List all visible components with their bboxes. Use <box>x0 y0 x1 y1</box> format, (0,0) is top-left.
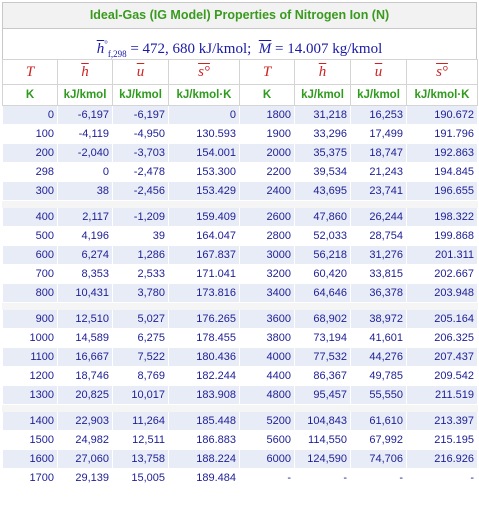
table-cell: 4400 <box>240 367 295 386</box>
table-cell: 3,780 <box>113 284 169 303</box>
table-row <box>3 246 478 265</box>
separator-cell <box>295 303 351 310</box>
table-cell: 178.455 <box>169 329 240 348</box>
table-cell: 130.593 <box>169 125 240 144</box>
table-cell: 211.519 <box>407 386 478 405</box>
header-unit-t2: K <box>240 85 295 106</box>
table-cell: 100 <box>3 125 58 144</box>
separator-cell <box>169 405 240 412</box>
symbol-header-row <box>3 60 478 85</box>
header-unit-t: K <box>3 85 58 106</box>
table-cell: 3000 <box>240 246 295 265</box>
table-cell: 124,590 <box>295 450 351 469</box>
table-cell: 700 <box>3 265 58 284</box>
table-cell: 183.908 <box>169 386 240 405</box>
table-cell: 15,005 <box>113 469 169 488</box>
table-cell: 189.484 <box>169 469 240 488</box>
table-cell: 12,511 <box>113 431 169 450</box>
table-cell: 2,533 <box>113 265 169 284</box>
table-cell: 26,244 <box>351 208 407 227</box>
table-cell: -3,703 <box>113 144 169 163</box>
table-cell: 200 <box>3 144 58 163</box>
table-cell: 198.322 <box>407 208 478 227</box>
table-cell: 213.397 <box>407 412 478 431</box>
table-cell: -6,197 <box>113 106 169 125</box>
table-cell: 86,367 <box>295 367 351 386</box>
table-cell: 17,499 <box>351 125 407 144</box>
table-cell: 216.926 <box>407 450 478 469</box>
table-cell: 500 <box>3 227 58 246</box>
table-cell: 39,534 <box>295 163 351 182</box>
table-cell: 185.448 <box>169 412 240 431</box>
separator-cell <box>407 405 478 412</box>
table-cell: 215.195 <box>407 431 478 450</box>
table-cell: 1500 <box>3 431 58 450</box>
table-cell: 180.436 <box>169 348 240 367</box>
table-cell: 173.816 <box>169 284 240 303</box>
table-cell: 2000 <box>240 144 295 163</box>
table-cell: 21,243 <box>351 163 407 182</box>
units-header-row <box>3 85 478 106</box>
table-cell: 0 <box>3 106 58 125</box>
table-cell: 1600 <box>3 450 58 469</box>
table-cell: 1900 <box>240 125 295 144</box>
table-cell: 10,017 <box>113 386 169 405</box>
table-cell: 400 <box>3 208 58 227</box>
table-cell: 192.863 <box>407 144 478 163</box>
table-cell: - <box>240 469 295 488</box>
table-cell: 52,033 <box>295 227 351 246</box>
table-cell: 36,378 <box>351 284 407 303</box>
header-symbol-s: s° <box>169 60 240 85</box>
table-cell: 167.837 <box>169 246 240 265</box>
table-cell: 56,218 <box>295 246 351 265</box>
table-cell: 1300 <box>3 386 58 405</box>
table-cell: 3800 <box>240 329 295 348</box>
table-row <box>3 450 478 469</box>
table-row <box>3 265 478 284</box>
table-cell: 900 <box>3 310 58 329</box>
separator-cell <box>3 201 58 208</box>
table-cell: 23,741 <box>351 182 407 201</box>
table-cell: 2,117 <box>58 208 113 227</box>
table-cell: 154.001 <box>169 144 240 163</box>
separator-cell <box>169 303 240 310</box>
separator-cell <box>113 303 169 310</box>
table-cell: 20,825 <box>58 386 113 405</box>
table-cell: 4800 <box>240 386 295 405</box>
table-cell: 8,769 <box>113 367 169 386</box>
header-unit-u: kJ/kmol <box>113 85 169 106</box>
table-cell: -1,209 <box>113 208 169 227</box>
table-cell: 4,196 <box>58 227 113 246</box>
table-cell: 22,903 <box>58 412 113 431</box>
table-cell: -2,478 <box>113 163 169 182</box>
separator-cell <box>113 405 169 412</box>
separator-cell <box>58 201 113 208</box>
table-cell: 33,815 <box>351 265 407 284</box>
header-symbol-u2: $\overline{u}$ <box>351 60 407 85</box>
separator-cell <box>240 405 295 412</box>
header-unit-s2: kJ/kmol·K <box>407 85 478 106</box>
table-cell: 5,027 <box>113 310 169 329</box>
table-cell: 114,550 <box>295 431 351 450</box>
table-cell: 207.437 <box>407 348 478 367</box>
table-cell: 14,589 <box>58 329 113 348</box>
table-cell: 186.883 <box>169 431 240 450</box>
separator-cell <box>240 303 295 310</box>
table-title: Ideal-Gas (IG Model) Properties of Nitrogen Ion (N) <box>2 2 477 28</box>
table-row <box>3 163 478 182</box>
table-cell: -2,456 <box>113 182 169 201</box>
table-cell: 41,601 <box>351 329 407 348</box>
table-cell: 159.409 <box>169 208 240 227</box>
table-cell: 2400 <box>240 182 295 201</box>
table-cell: 27,060 <box>58 450 113 469</box>
separator-cell <box>240 201 295 208</box>
separator-cell <box>407 201 478 208</box>
table-cell: 201.311 <box>407 246 478 265</box>
table-cell: 203.948 <box>407 284 478 303</box>
table-cell: 202.667 <box>407 265 478 284</box>
separator-cell <box>113 201 169 208</box>
table-row <box>3 106 478 125</box>
header-unit-u2: kJ/kmol <box>351 85 407 106</box>
table-cell: 33,296 <box>295 125 351 144</box>
properties-table-container <box>2 2 477 488</box>
table-cell: 1700 <box>3 469 58 488</box>
separator-cell <box>58 303 113 310</box>
hf-symbol: $\overline{h}$ <box>96 41 105 57</box>
table-cell: 28,754 <box>351 227 407 246</box>
table-cell: - <box>351 469 407 488</box>
table-cell: 191.796 <box>407 125 478 144</box>
table-cell: 153.429 <box>169 182 240 201</box>
table-cell: 31,276 <box>351 246 407 265</box>
table-row <box>3 144 478 163</box>
table-cell: 104,843 <box>295 412 351 431</box>
separator-cell <box>407 303 478 310</box>
table-cell: 18,746 <box>58 367 113 386</box>
header-symbol-u: $\overline{u}$ <box>113 60 169 85</box>
table-cell: 0 <box>169 106 240 125</box>
table-cell: 67,992 <box>351 431 407 450</box>
table-row <box>3 412 478 431</box>
table-cell: 205.164 <box>407 310 478 329</box>
hf-value: = 472, 680 kJ/kmol; <box>130 41 252 57</box>
table-cell: 196.655 <box>407 182 478 201</box>
table-cell: 35,375 <box>295 144 351 163</box>
header-unit-h: kJ/kmol <box>58 85 113 106</box>
separator-cell <box>3 405 58 412</box>
table-cell: 16,667 <box>58 348 113 367</box>
table-cell: 1800 <box>240 106 295 125</box>
table-row <box>3 329 478 348</box>
table-cell: 1100 <box>3 348 58 367</box>
table-cell: 8,353 <box>58 265 113 284</box>
table-cell: 0 <box>58 163 113 182</box>
table-cell: 13,758 <box>113 450 169 469</box>
table-cell: 298 <box>3 163 58 182</box>
table-cell: 64,646 <box>295 284 351 303</box>
table-cell: 11,264 <box>113 412 169 431</box>
header-symbol-h: $\overline{h}$ <box>58 60 113 85</box>
header-symbol-s2: s° <box>407 60 478 85</box>
table-cell: 190.672 <box>407 106 478 125</box>
molar-mass-symbol: $\overline{M}$ <box>258 41 272 57</box>
separator-cell <box>3 303 58 310</box>
separator-cell <box>351 201 407 208</box>
table-cell: - <box>407 469 478 488</box>
table-row <box>3 367 478 386</box>
table-cell: 44,276 <box>351 348 407 367</box>
table-cell: 43,695 <box>295 182 351 201</box>
table-row <box>3 469 478 488</box>
table-row <box>3 284 478 303</box>
table-cell: 153.300 <box>169 163 240 182</box>
table-cell: 95,457 <box>295 386 351 405</box>
table-cell: -2,040 <box>58 144 113 163</box>
table-cell: -6,197 <box>58 106 113 125</box>
table-cell: 6,275 <box>113 329 169 348</box>
header-symbol-t: T <box>3 60 58 85</box>
group-separator <box>3 303 478 310</box>
table-cell: 39 <box>113 227 169 246</box>
hf-sub: f,298 <box>107 49 127 59</box>
table-cell: 5200 <box>240 412 295 431</box>
separator-cell <box>295 201 351 208</box>
table-cell: 164.047 <box>169 227 240 246</box>
table-cell: 18,747 <box>351 144 407 163</box>
separator-cell <box>351 303 407 310</box>
table-cell: 6,274 <box>58 246 113 265</box>
table-cell: 171.041 <box>169 265 240 284</box>
table-cell: 68,902 <box>295 310 351 329</box>
table-cell: 4000 <box>240 348 295 367</box>
table-row <box>3 310 478 329</box>
table-cell: 2800 <box>240 227 295 246</box>
table-cell: 49,785 <box>351 367 407 386</box>
table-cell: - <box>295 469 351 488</box>
table-cell: 1000 <box>3 329 58 348</box>
table-cell: 6000 <box>240 450 295 469</box>
table-cell: 800 <box>3 284 58 303</box>
hf-sup: ° <box>104 39 108 49</box>
table-row <box>3 182 478 201</box>
table-cell: 24,982 <box>58 431 113 450</box>
table-cell: 5600 <box>240 431 295 450</box>
group-separator <box>3 201 478 208</box>
table-cell: -4,950 <box>113 125 169 144</box>
table-cell: 73,194 <box>295 329 351 348</box>
header-unit-h2: kJ/kmol <box>295 85 351 106</box>
molar-mass-value: = 14.007 kg/kmol <box>275 41 383 57</box>
table-cell: 300 <box>3 182 58 201</box>
table-cell: 55,550 <box>351 386 407 405</box>
header-symbol-h2: $\overline{h}$ <box>295 60 351 85</box>
separator-cell <box>169 201 240 208</box>
table-cell: 1200 <box>3 367 58 386</box>
table-cell: 1,286 <box>113 246 169 265</box>
table-cell: 7,522 <box>113 348 169 367</box>
table-cell: 188.224 <box>169 450 240 469</box>
table-cell: 61,610 <box>351 412 407 431</box>
table-row <box>3 227 478 246</box>
table-cell: 182.244 <box>169 367 240 386</box>
table-cell: 600 <box>3 246 58 265</box>
separator-cell <box>295 405 351 412</box>
table-cell: 194.845 <box>407 163 478 182</box>
table-row <box>3 431 478 450</box>
separator-cell <box>351 405 407 412</box>
group-separator <box>3 405 478 412</box>
table-row <box>3 125 478 144</box>
table-cell: 3600 <box>240 310 295 329</box>
table-cell: 74,706 <box>351 450 407 469</box>
table-cell: 2200 <box>240 163 295 182</box>
table-cell: -4,119 <box>58 125 113 144</box>
table-cell: 2600 <box>240 208 295 227</box>
header-unit-s: kJ/kmol·K <box>169 85 240 106</box>
table-cell: 206.325 <box>407 329 478 348</box>
table-cell: 47,860 <box>295 208 351 227</box>
table-cell: 12,510 <box>58 310 113 329</box>
table-cell: 60,420 <box>295 265 351 284</box>
table-cell: 77,532 <box>295 348 351 367</box>
table-row <box>3 208 478 227</box>
table-cell: 10,431 <box>58 284 113 303</box>
table-cell: 176.265 <box>169 310 240 329</box>
table-cell: 3200 <box>240 265 295 284</box>
table-cell: 31,218 <box>295 106 351 125</box>
table-cell: 199.868 <box>407 227 478 246</box>
table-row <box>3 348 478 367</box>
table-cell: 209.542 <box>407 367 478 386</box>
table-cell: 38 <box>58 182 113 201</box>
table-cell: 29,139 <box>58 469 113 488</box>
table-cell: 38,972 <box>351 310 407 329</box>
separator-cell <box>58 405 113 412</box>
table-row <box>3 386 478 405</box>
formula-line <box>2 28 477 59</box>
table-cell: 1400 <box>3 412 58 431</box>
table-cell: 3400 <box>240 284 295 303</box>
properties-table <box>2 59 478 488</box>
header-symbol-t2: T <box>240 60 295 85</box>
table-cell: 16,253 <box>351 106 407 125</box>
